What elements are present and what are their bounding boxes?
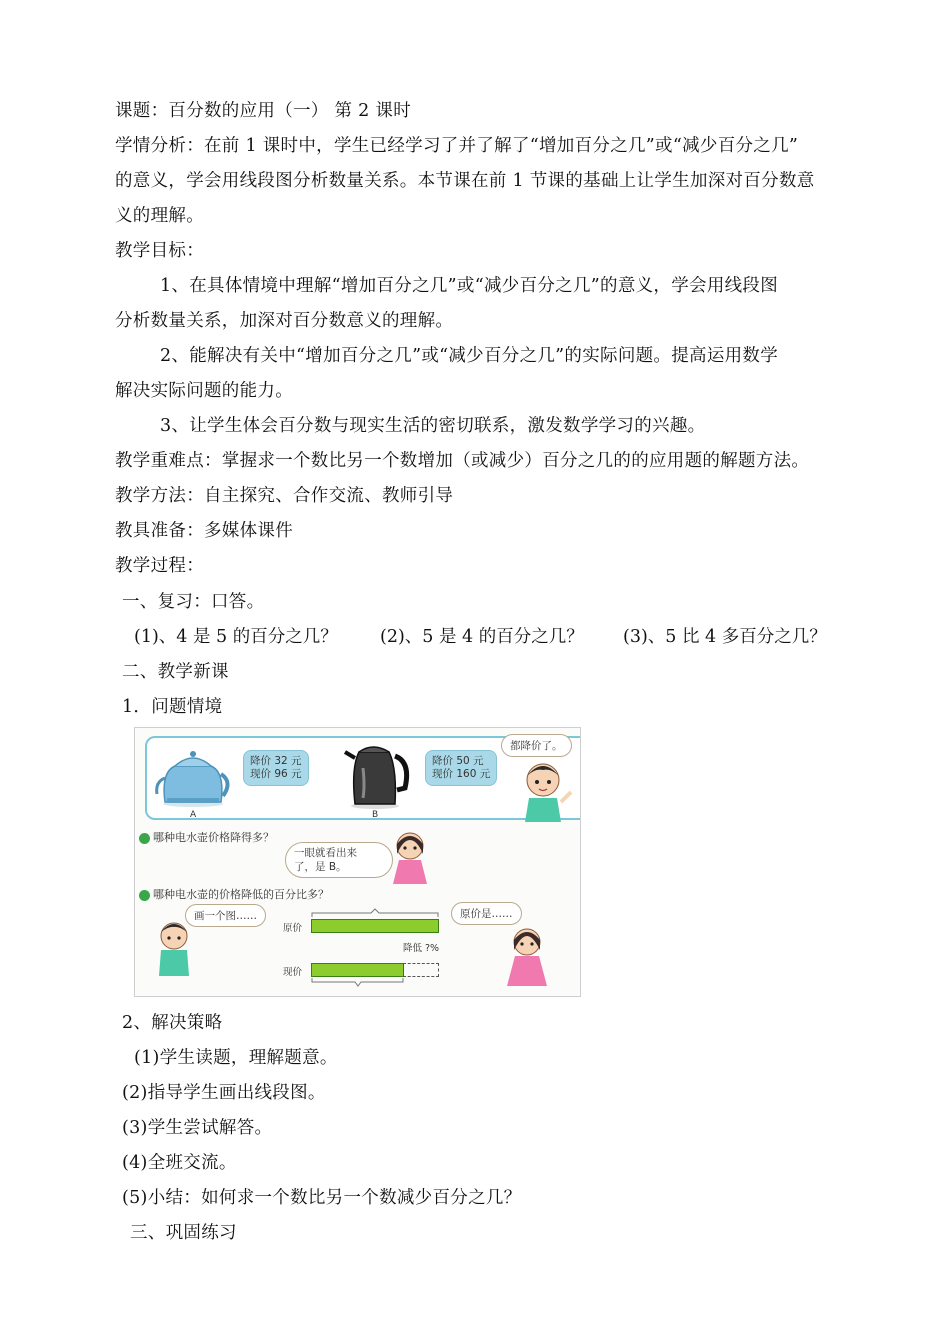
bar-label-original: 原价 xyxy=(283,923,303,934)
bar-current xyxy=(311,963,404,977)
review-question-2: (2)、5 是 4 的百分之几？ xyxy=(380,627,584,647)
bar-label-current: 现价 xyxy=(283,967,303,978)
bubble-answer-line-2: 了，是 B。 xyxy=(294,861,347,873)
process-heading: 教学过程： xyxy=(115,556,204,576)
key-point: 教学重难点：掌握求一个数比另一个数增加（或减少）百分之几的的应用题的解题方法。 xyxy=(115,451,810,471)
strategy-step-5: (5)小结：如何求一个数比另一个数减少百分之几？ xyxy=(122,1188,522,1208)
question-1-text: 哪种电水壶价格降得多？ xyxy=(153,831,274,844)
section-new-lesson: 二、教学新课 xyxy=(122,662,229,682)
bubble-price-drop: 都降价了。 xyxy=(501,734,572,757)
strategy-step-1: (1)学生读题，理解题意。 xyxy=(134,1048,338,1068)
section-practice: 三、巩固练习 xyxy=(130,1223,237,1243)
girl-bottom-character-icon xyxy=(497,924,557,992)
review-question-3: (3)、5 比 4 多百分之几？ xyxy=(623,627,827,647)
kettle-b-label: B xyxy=(372,810,379,820)
black-kettle-icon xyxy=(343,738,413,810)
bubble-original: 原价是…… xyxy=(451,902,522,925)
section-review: 一、复习：口答。 xyxy=(122,592,265,612)
kettle-a-discount: 降价 32 元 xyxy=(250,755,302,767)
brace-top-icon xyxy=(311,908,441,918)
kettle-b-discount: 降价 50 元 xyxy=(432,755,484,767)
bar-drop-segment xyxy=(403,963,439,977)
review-question-1: (1)、4 是 5 的百分之几？ xyxy=(134,627,338,647)
bar-label-drop: 降低 ?% xyxy=(403,943,440,954)
strategy-step-4: (4)全班交流。 xyxy=(122,1153,237,1173)
teaching-method: 教学方法：自主探究、合作交流、教师引导 xyxy=(115,486,454,506)
kettle-a-label: A xyxy=(190,810,197,820)
bubble-draw: 画一个图…… xyxy=(185,904,266,927)
question-2-text: 哪种电水壶的价格降低的百分比多？ xyxy=(153,888,329,901)
strategy-step-2: (2)指导学生画出线段图。 xyxy=(122,1083,326,1103)
lesson-title: 课题：百分数的应用（一） 第 2 课时 xyxy=(115,101,412,121)
boy-character-icon xyxy=(515,758,575,828)
kettle-a-price: 现价 96 元 xyxy=(250,768,302,780)
bar-original xyxy=(311,919,439,933)
goal-2-line-b: 解决实际问题的能力。 xyxy=(115,381,293,401)
question-2 xyxy=(139,886,329,902)
kettle-b-price: 现价 160 元 xyxy=(432,768,491,780)
bubble-answer-line-1: 一眼就看出来 xyxy=(294,847,357,859)
problem-illustration xyxy=(134,727,581,997)
goals-heading: 教学目标： xyxy=(115,241,204,261)
blue-kettle-icon xyxy=(153,742,233,808)
boy-small-character-icon xyxy=(149,918,199,988)
subsection-strategy: 2、解决策略 xyxy=(122,1013,223,1033)
teaching-tools: 教具准备：多媒体课件 xyxy=(115,521,293,541)
girl-character-icon xyxy=(385,828,435,888)
subsection-problem-situation: 1．问题情境 xyxy=(122,697,223,717)
bubble-answer xyxy=(285,842,393,878)
goal-1-line-b: 分析数量关系，加深对百分数意义的理解。 xyxy=(115,311,454,331)
goal-1-line-a: 1、在具体情境中理解“增加百分之几”或“减少百分之几”的意义，学会用线段图 xyxy=(160,276,779,296)
brace-bottom-icon xyxy=(311,977,406,989)
question-1 xyxy=(139,829,274,845)
goal-3: 3、让学生体会百分数与现实生活的密切联系，激发数学学习的兴趣。 xyxy=(160,416,706,436)
analysis-line-2: 的意义，学会用线段图分析数量关系。本节课在前 1 节课的基础上让学生加深对百分数意 xyxy=(115,171,815,191)
goal-2-line-a: 2、能解决有关中“增加百分之几”或“减少百分之几”的实际问题。提高运用数学 xyxy=(160,346,779,366)
kettle-b-price-box xyxy=(425,750,497,786)
analysis-line-1: 学情分析：在前 1 课时中，学生已经学习了并了解了“增加百分之几”或“减少百分之几” xyxy=(115,136,799,156)
green-dot-icon xyxy=(139,833,150,844)
kettle-a-price-box xyxy=(243,750,309,786)
analysis-line-3: 义的理解。 xyxy=(115,206,204,226)
strategy-step-3: (3)学生尝试解答。 xyxy=(122,1118,273,1138)
green-dot-icon xyxy=(139,890,150,901)
